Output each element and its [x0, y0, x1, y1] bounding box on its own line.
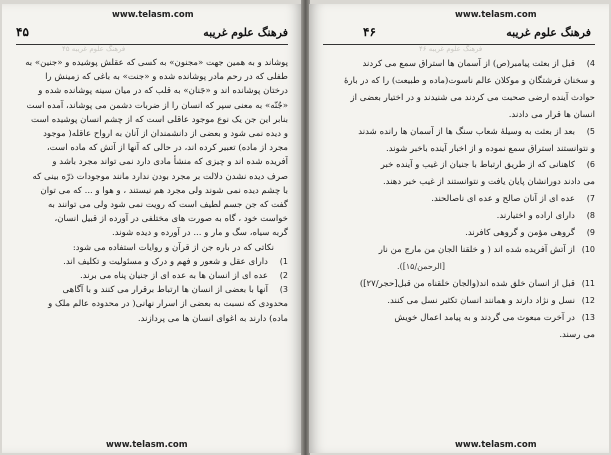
paragraph-line: آفریده شده اند و چیزی که منشأ مادی دارد نمی تواند مجرد باشد و — [52, 157, 288, 168]
list-item — [323, 310, 595, 327]
list-item-continuation: می دادند دورانشان پایان یافت و نتوانستند از غیب خبر دهند. — [382, 177, 595, 188]
paragraph-line: با چشم دیده نمی شوند ولی مجرد هم نیستند ، و هوا و ... که می توان — [40, 185, 288, 196]
list-item — [323, 242, 595, 259]
list-item-number: 13) — [581, 312, 595, 322]
list-item — [323, 208, 595, 225]
list-item-number: 11) — [581, 278, 595, 288]
list-item-text: در آخرت مبعوث می گردند و به پیامد اعمال خویش — [394, 312, 575, 323]
paragraph-line: صرف دیده نشدن دلالت بر مجرد بودن ندارد مانند موجودات ذرّه بینی که — [32, 171, 288, 182]
paragraph-line: محدودی که نسبت به بعضی از اسرار نهانی( در محدوده عالم ملک و — [48, 299, 288, 310]
list-item — [323, 293, 595, 310]
left-page — [2, 4, 302, 453]
list-item — [16, 255, 288, 269]
left-page-number: ۴۵ — [16, 25, 29, 39]
list-item-text: عده ای از انسان ها به عده ای از جنیان پناه می برند. — [80, 271, 268, 282]
list-intro: نکاتی که در باره جن از قرآن و روایات استفاده می شود: — [72, 242, 274, 253]
list-item-text: قبل از بعثت پیامبر(ص) از آسمان ها استراق سمع می کردند — [362, 59, 575, 69]
paragraph-line: مجرد از ماده) تعبیر کرده اند، در حالی که آنها از آتش که ماده است، — [46, 143, 288, 154]
list-item-number: 10) — [581, 244, 595, 254]
right-showthrough-text: فرهنگ علوم غریبه ۴۶ — [419, 45, 483, 53]
list-item-text: نسل و نژاد دارند و همانند انسان تکثیر نسل می کنند. — [387, 295, 575, 306]
list-item-text: قبل از انسان خلق شده اند(والجان خلقناه من قبل[حجر/۲۷]) — [359, 278, 575, 289]
list-item-text: از آتش آفریده شده اند ( و خلقنا الجان من مارج من نار — [378, 244, 575, 255]
list-item-number: 8) — [586, 211, 595, 221]
list-item — [323, 225, 595, 242]
list-item — [323, 157, 595, 174]
list-item-number: 4) — [586, 59, 595, 68]
list-item-number: 1) — [279, 256, 288, 266]
paragraph-line: خواست خود ، گاه به صورت های مختلفی در آورده از قبیل انسان، — [54, 214, 288, 225]
left-url-top: www.telasm.com — [112, 10, 194, 20]
left-showthrough-text: فرهنگ علوم غریبه ۴۵ — [62, 45, 126, 53]
list-item-text: آنها با بعضی از انسان ها ارتباط برقرار می کنند و با آگاهی — [62, 285, 268, 296]
right-page-number: ۴۶ — [363, 25, 376, 39]
right-url-top: www.telasm.com — [455, 10, 537, 20]
paragraph-line: ماده) دارند به اغوای انسان ها می پردازند. — [137, 313, 288, 324]
paragraph-line: گربه سیاه، سگ و مار و ... در آورده و دیده شوند. — [112, 228, 288, 239]
list-item-text: دارای عقل و شعور و فهم و درک و مسئولیت و تکلیف اند. — [63, 256, 268, 267]
paragraph-line: گفت که جن جسم لطیف است که رویت نمی شود ولی می توانند به — [47, 200, 288, 211]
list-item-number: 6) — [586, 160, 595, 170]
list-item-continuation: انسان ها قرار می دادند. — [508, 109, 595, 120]
list-item-number: 3) — [279, 285, 288, 295]
list-item-text: گروهی مؤمن و گروهی کافرند. — [465, 228, 575, 239]
list-item-continuation: و سخنان فرشتگان و موکلان عالم ناسوت(ماده و طبیعت) را که در بارهٔ — [344, 75, 595, 86]
list-item — [16, 269, 288, 283]
right-url-bottom: www.telasm.com — [455, 440, 537, 450]
right-page-body — [323, 56, 595, 343]
paragraph-line: درختان پوشانده اند و «جَنان» به قلب که در میان سینه پوشانده شده و — [38, 86, 288, 97]
list-item-number: 7) — [586, 194, 595, 204]
quran-reference: [الرحمن/۱۵]). — [397, 261, 445, 271]
paragraph-line: بنابر این جن یک نوع موجود عاقلی است که از چشم انسان پوشیده است — [31, 114, 288, 125]
list-item-number: 2) — [279, 271, 288, 281]
list-item — [323, 124, 595, 141]
paragraph-line: پوشاند و به همین جهت «مجنون» به کسی که عقلش پوشیده و «جنین» به — [25, 58, 288, 68]
list-item-continuation: حوادث آینده ارضی صحبت می کردند می شنیدند و در اختیار بعضی از — [350, 92, 595, 103]
list-item-number: 5) — [586, 126, 595, 136]
list-item-continuation: و نتوانستند استراق سمع نموده و از اخبار آینده باخبر شوند. — [386, 143, 595, 154]
list-item-number: 12) — [581, 295, 595, 305]
list-item-text: عده ای از آنان صالح و عده ای ناصالحند. — [431, 194, 575, 205]
paragraph-line: طفلی که در رحم مادر پوشانده شده و «جنت» به باغی که زمینش را — [45, 72, 288, 83]
paragraph-line: «جُنّه» به معنی سپر که انسان را از ضربات دشمن می پوشاند، آمده است — [26, 100, 288, 111]
list-item-continuation: می رسند. — [559, 329, 595, 340]
list-item-text: کاهنانی که از طریق ارتباط با جنیان از غیب و آینده خبر — [380, 160, 575, 171]
list-item-text: دارای اراده و اختیارند. — [496, 211, 575, 222]
paragraph-line: و دیده نمی شود و بعضی از دانشمندان از آنان به ارواح عاقله( موجود — [43, 129, 288, 140]
right-page — [309, 4, 609, 453]
list-item — [323, 191, 595, 208]
list-item — [16, 283, 288, 297]
list-item — [323, 276, 595, 293]
left-header-title: فرهنگ علوم غریبه — [203, 26, 288, 39]
left-url-bottom: www.telasm.com — [106, 440, 188, 450]
list-item-number: 9) — [586, 228, 595, 238]
left-page-header — [16, 26, 288, 45]
right-page-header — [323, 26, 595, 45]
list-item-text: بعد از بعثت به وسیلهٔ شعاب سنگ ها از آسمان ها رانده شدند — [358, 126, 575, 137]
list-item — [323, 56, 595, 73]
left-page-body — [16, 56, 288, 326]
right-header-title: فرهنگ علوم غریبه — [506, 26, 591, 39]
